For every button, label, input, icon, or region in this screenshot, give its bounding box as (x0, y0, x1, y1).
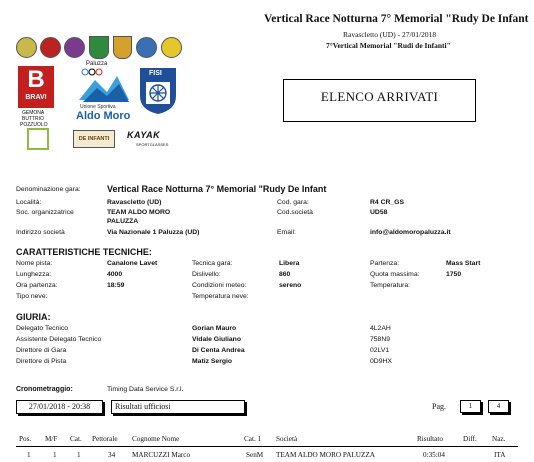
indirizzo-label: Indirizzo società (16, 229, 65, 236)
col-header-diff: Diff. (463, 435, 477, 443)
col-header-mf: M/F (45, 435, 58, 443)
aldo-moro-text: Aldo Moro (76, 110, 131, 122)
denominazione-value: Vertical Race Notturna 7° Memorial "Rudy De Infant (107, 184, 327, 194)
giuria-name: Di Centa Andrea (192, 347, 245, 354)
meteo-label: Condizioni meteo: (192, 282, 247, 289)
localita-value: Ravascletto (UD) (107, 199, 162, 206)
giuria-code: 758N9 (370, 336, 391, 343)
dislivello-label: Dislivello: (192, 271, 221, 278)
dislivello-value: 860 (279, 271, 291, 278)
green-square-logo (27, 128, 49, 150)
bravi-logo-text: BRAVI (25, 94, 47, 101)
bravi-sub: GEMONA (22, 110, 45, 116)
cod-gara-value: R4 CR_GS (370, 199, 404, 206)
cell-risultato: 0:35:04 (423, 451, 445, 459)
aldo-moro-top: Unione Sportiva (80, 104, 116, 110)
page-label: Pag. (432, 402, 446, 411)
col-header-societa: Società (276, 435, 298, 443)
event-place-date: Ravascletto (UD) - 27/01/2018 (343, 30, 437, 39)
partenza-label: Partenza: (370, 260, 400, 267)
denominazione-label: Denominazione gara: (16, 186, 81, 193)
giuria-code: 02LV1 (370, 347, 390, 354)
ora-partenza-label: Ora partenza: (16, 282, 58, 289)
cell-cat: 1 (77, 451, 81, 459)
giuria-heading: GIURIA: (16, 312, 51, 322)
meteo-value: sereno (279, 282, 302, 289)
bravi-sub: POZZUOLO (20, 122, 48, 128)
soc-org-label: Soc. organizzatrice (16, 209, 74, 216)
col-header-cognome-nome: Cognome Nome (132, 435, 180, 443)
col-header-naz: Naz. (492, 435, 506, 443)
col-header-pettorale: Pettorale (92, 435, 118, 443)
quota-label: Quota massima: (370, 271, 420, 278)
crest-icon (40, 37, 61, 58)
email-value: info@aldomoropaluzza.it (370, 229, 451, 236)
tech-heading: CARATTERISTICHE TECNICHE: (16, 247, 152, 257)
giuria-name: Vidale Giuliano (192, 336, 241, 343)
tipo-neve-label: Tipo neve: (16, 293, 48, 300)
giuria-code: 0D9HX (370, 358, 392, 365)
lunghezza-label: Lunghezza: (16, 271, 52, 278)
temperatura-neve-label: Temperatura neve: (192, 293, 249, 300)
nome-pista-label: Nome pista: (16, 260, 53, 267)
nome-pista-value: Canalone Lavet (107, 260, 158, 267)
kayak-sub: SPORTGLASSES (136, 142, 169, 147)
page-total: 4 (488, 400, 509, 413)
bravi-logo: B BRAVI (18, 66, 54, 108)
header-divider (16, 446, 518, 447)
paluzza-text: Paluzza (86, 61, 108, 67)
cod-soc-value: UD58 (370, 209, 388, 216)
cod-gara-label: Cod. gara: (277, 199, 309, 206)
quota-value: 1750 (446, 271, 462, 278)
giuria-name: Matiz Sergio (192, 358, 233, 365)
col-header-cat1: Cat. 1 (244, 435, 262, 443)
soc-org-value: TEAM ALDO MORO (107, 209, 171, 216)
cod-soc-label: Cod.società (277, 209, 313, 216)
fisi-text: FISI (149, 70, 162, 77)
event-title: Vertical Race Notturna 7° Memorial "Rudy De Infant (264, 13, 529, 25)
ora-partenza-value: 18:59 (107, 282, 125, 289)
kayak-logo: KAYAK (127, 130, 161, 140)
event-subtitle: 7°Vertical Memorial "Rudi de Infanti" (326, 41, 451, 50)
bravi-sub: BUTTRIO (22, 116, 44, 122)
indirizzo-value: Via Nazionale 1 Paluzza (UD) (107, 229, 200, 236)
giuria-role: Assistente Delegato Tecnico (16, 336, 102, 343)
partenza-value: Mass Start (446, 260, 481, 267)
document-title: ELENCO ARRIVATI (320, 89, 439, 104)
crest-icon (64, 37, 85, 58)
giuria-role: Direttore di Pista (16, 358, 67, 365)
temperatura-label: Temperatura: (370, 282, 411, 289)
tecnica-value: Libera (279, 260, 300, 267)
shield-icon (89, 36, 109, 59)
soc-org-value-2: PALUZZA (107, 218, 139, 225)
cell-mf: 1 (53, 451, 57, 459)
crest-icon (16, 37, 37, 58)
lunghezza-value: 4000 (107, 271, 123, 278)
status-box: Risultati ufficiosi (111, 400, 245, 414)
document-title-box (283, 79, 476, 122)
cell-naz: ITA (494, 451, 506, 459)
email-label: Email: (277, 229, 296, 236)
crest-icon (161, 37, 182, 58)
datetime-box: 27/01/2018 - 20:38 (16, 400, 103, 414)
cell-pettorale: 34 (108, 451, 116, 459)
crest-icon (136, 37, 157, 58)
col-header-risultato: Risultato (417, 435, 443, 443)
giuria-name: Gorian Mauro (192, 325, 237, 332)
tecnica-label: Tecnica gara: (192, 260, 233, 267)
giuria-role: Direttore di Gara (16, 347, 67, 354)
cell-cognome-nome: MARCUZZI Marco (132, 451, 191, 459)
col-header-pos: Pos. (19, 435, 32, 443)
col-header-cat: Cat. (70, 435, 82, 443)
de-infanti-text: DE INFANTI (78, 136, 110, 142)
page-number: 1 (460, 400, 481, 413)
giuria-code: 4L2AH (370, 325, 391, 332)
shield-icon (113, 36, 132, 59)
de-infanti-logo (73, 130, 115, 148)
cell-pos: 1 (27, 451, 31, 459)
cell-cat1: SenM (246, 451, 264, 459)
cronometraggio-label: Cronometraggio: (16, 386, 73, 393)
cell-societa: TEAM ALDO MORO PALUZZA (276, 451, 375, 459)
giuria-role: Delegato Tecnico (16, 325, 69, 332)
cronometraggio-value: Timing Data Service S.r.l. (107, 386, 184, 393)
localita-label: Località: (16, 199, 42, 206)
